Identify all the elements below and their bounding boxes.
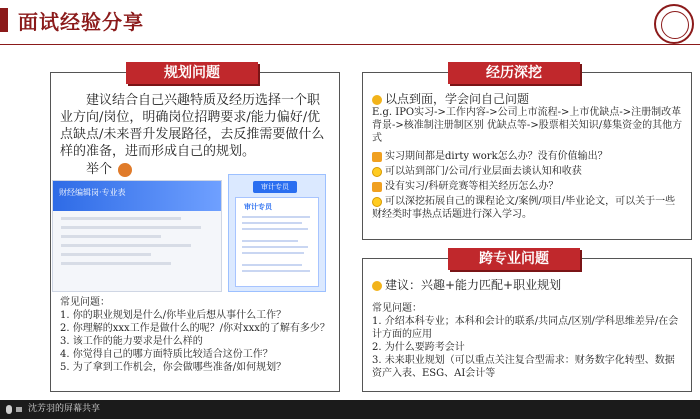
experience-headline-row bbox=[372, 90, 529, 107]
lightbulb-icon bbox=[372, 95, 382, 105]
tip-icon bbox=[372, 167, 382, 177]
question-icon bbox=[372, 152, 382, 162]
pointer-icon bbox=[118, 163, 132, 177]
bullet-text: 实习期间都是dirty work怎么办？没有价值输出？ bbox=[385, 151, 608, 162]
cross-major-faq-3: 3. 未来职业规划（可以重点关注复合型需求：财务数字化转型、数据资产入表、ESG、AI会计等 bbox=[372, 355, 675, 379]
bullet-text: 可以站到部门/公司/行业层面去谈认知和收获 bbox=[385, 166, 582, 177]
experience-tag: 经历深挖 bbox=[448, 62, 580, 84]
example-row bbox=[86, 158, 132, 177]
card-line bbox=[242, 228, 308, 230]
planning-faq-1: 1. 你的职业规划是什么/你毕业后想从事什么工作？ bbox=[60, 310, 287, 321]
screen-share-label: 沈芳羽的屏幕共享 bbox=[28, 404, 101, 414]
cross-major-tag: 跨专业问题 bbox=[448, 248, 580, 270]
card-line bbox=[242, 252, 304, 254]
title-accent-bar bbox=[0, 8, 8, 32]
screen-share-icon bbox=[16, 407, 22, 412]
card-line bbox=[242, 216, 310, 218]
planning-faq-title: 常见问题： bbox=[60, 297, 110, 308]
planning-faq-2: 2. 你理解的xxx工作是做什么的呢？/你对xxx的了解有多少？ bbox=[60, 323, 330, 334]
card-line bbox=[242, 246, 308, 248]
screenshot-line bbox=[61, 217, 181, 220]
tip-icon bbox=[372, 197, 382, 207]
planning-intro: 建议结合自己兴趣特质及经历选择一个职业方向/岗位，明确岗位招聘要求/能力偏好/优点缺点/未来晋升发展路径，去反推需要做什么样的准备，进而形成自己的规划。 bbox=[60, 93, 325, 159]
cross-major-faq-title: 常见问题： bbox=[372, 303, 422, 314]
screenshot-line bbox=[61, 226, 201, 229]
bullet-text: 可以深挖拓展自己的课程论文/案例/项目/毕业论文，可以关于一些财经类时事热点话题进行深入学习。 bbox=[372, 196, 676, 220]
card-line bbox=[242, 222, 302, 224]
planning-tag: 规划问题 bbox=[126, 62, 258, 84]
experience-example: E.g. IPO实习->工作内容->公司上市流程->上市优缺点->注册制改革背景->核准制注册制区别 优缺点等->股票相关知识/募集资金的其他方式 bbox=[372, 107, 683, 144]
screenshot-line bbox=[61, 262, 171, 265]
experience-bullet-1 bbox=[372, 150, 684, 163]
experience-bullet-2 bbox=[372, 165, 684, 178]
screenshot-line bbox=[61, 253, 151, 256]
cross-major-faq-2: 2. 为什么要跨考会计 bbox=[372, 342, 465, 353]
cross-major-faq-1: 1. 介绍本科专业；本科和会计的联系/共同点/区别/学科思维差异/在会计方面的应用 bbox=[372, 316, 679, 340]
audit-role-card bbox=[228, 174, 326, 292]
cross-major-advice-row bbox=[372, 276, 561, 293]
cross-major-advice: 建议：兴趣+能力匹配+职业规划 bbox=[385, 278, 562, 292]
screenshot-line bbox=[61, 235, 161, 238]
audit-card-body bbox=[235, 197, 319, 287]
example-label: 举个 bbox=[86, 162, 113, 177]
screenshot-header: 财经编辑岗·专业表 bbox=[53, 181, 221, 211]
experience-bullet-3 bbox=[372, 180, 684, 193]
question-icon bbox=[372, 182, 382, 192]
screen-share-bar[interactable] bbox=[0, 400, 700, 419]
card-line bbox=[242, 270, 310, 272]
card-line bbox=[242, 264, 302, 266]
job-description-screenshot bbox=[52, 180, 222, 292]
card-line bbox=[242, 240, 298, 242]
page-title: 面试经验分享 bbox=[18, 10, 144, 34]
audit-card-title: 审计专员 bbox=[244, 203, 272, 211]
university-logo bbox=[654, 4, 694, 44]
experience-headline: 以点到面，学会问自己问题 bbox=[385, 92, 530, 106]
microphone-icon[interactable] bbox=[6, 405, 12, 414]
planning-faq-3: 3. 该工作的能力要求是什么样的 bbox=[60, 336, 203, 347]
title-divider bbox=[0, 44, 700, 45]
bullet-text: 没有实习/科研竞赛等相关经历怎么办？ bbox=[385, 181, 559, 192]
lightbulb-icon bbox=[372, 281, 382, 291]
planning-faq-5: 5. 为了拿到工作机会，你会做哪些准备/如何规划？ bbox=[60, 362, 287, 373]
experience-bullet-4 bbox=[372, 195, 684, 221]
screenshot-line bbox=[61, 244, 191, 247]
audit-badge: 审计专员 bbox=[253, 181, 297, 193]
planning-faq-4: 4. 你觉得自己的哪方面特质比较适合这份工作？ bbox=[60, 349, 273, 360]
